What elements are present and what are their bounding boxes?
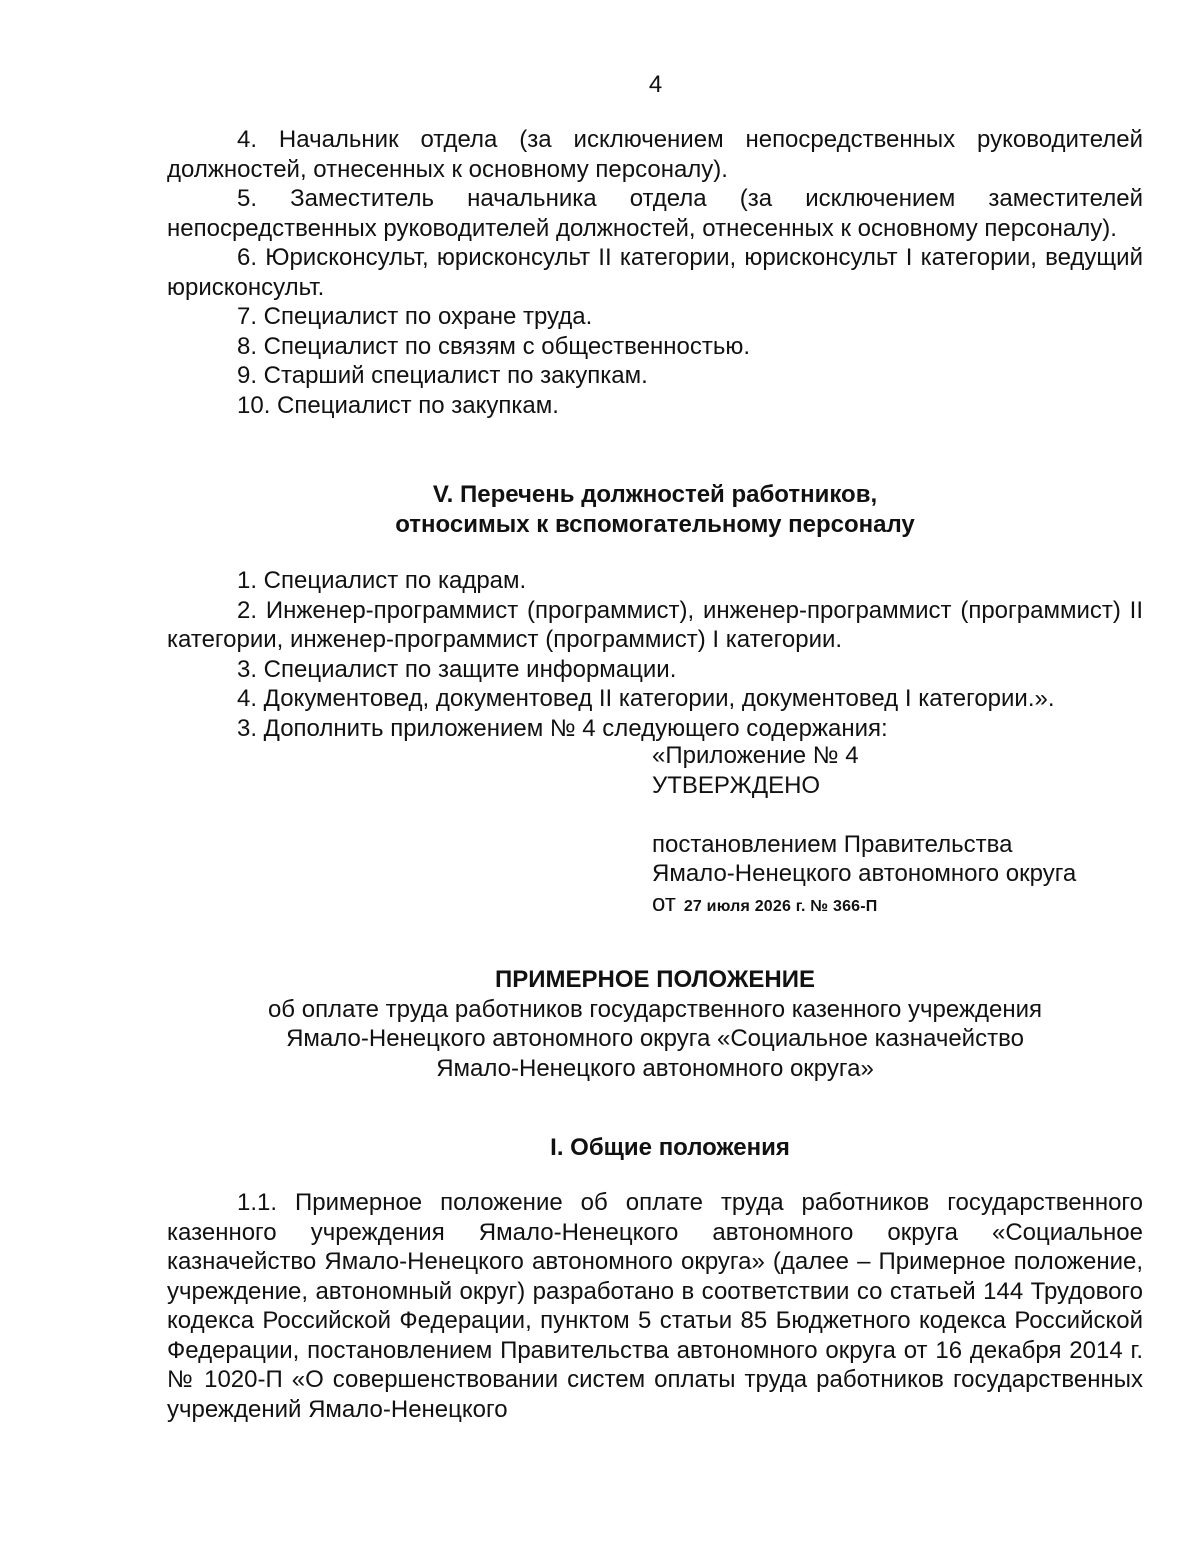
section-title: I. Общие положения xyxy=(550,1134,790,1161)
section1-heading xyxy=(167,1133,1143,1163)
list-item: 4. Начальник отдела (за исключением непосредственных руководителей должностей, отнесенных к основному персоналу). xyxy=(167,126,1143,183)
section5-list xyxy=(167,566,1143,743)
section5-heading xyxy=(167,480,1143,539)
list-item: 9. Старший специалист по закупкам. xyxy=(237,362,648,389)
list-item: 1. Специалист по кадрам. xyxy=(237,567,527,594)
page-number: 4 xyxy=(648,71,663,98)
decree-line: Ямало-Ненецкого автономного округа xyxy=(652,860,1077,887)
list-item: 3. Специалист по защите информации. xyxy=(237,655,677,683)
document-subtitle: Ямало-Ненецкого автономного округа» xyxy=(436,1054,874,1082)
appendix-label: «Приложение № 4 xyxy=(652,742,859,769)
decree-date-line xyxy=(652,889,1172,922)
list-item: 4. Документовед, документовед II категории, документовед I категории.». xyxy=(237,685,1055,712)
approval-block xyxy=(652,741,1172,921)
section-title: относимых к вспомогательному персоналу xyxy=(395,510,915,538)
section4-continued-list xyxy=(167,125,1143,420)
list-item: 10. Специалист по закупкам. xyxy=(237,391,559,419)
date-stamp: 27 июля 2026 г. № 366-П xyxy=(683,897,878,915)
decree-line: постановлением Правительства xyxy=(652,830,1013,858)
document-subtitle: Ямало-Ненецкого автономного округа «Социальное казначейство xyxy=(286,1025,1024,1052)
document-title: ПРИМЕРНОЕ ПОЛОЖЕНИЕ xyxy=(495,966,815,993)
list-item: 6. Юрисконсульт, юрисконсульт II категории, юрисконсульт I категории, ведущий юрисконсульт. xyxy=(167,244,1143,301)
section-title: V. Перечень должностей работников, xyxy=(432,481,878,508)
approved-label: УТВЕРЖДЕНО xyxy=(652,771,821,799)
amendment-text: 3. Дополнить приложением № 4 следующего содержания: xyxy=(237,714,888,742)
date-prefix: от xyxy=(652,889,676,917)
paragraph: 1.1. Примерное положение об оплате труда работников государственного казенного учреждения Ямало-Ненецкого автономного округа «Социальное казначейство Ямало-Ненецкого автономного округа» (далее – Примерное положение, учреждение, автономный округ) разработано в соответствии со статьей 144 Трудового кодекса Российской Федерации, пунктом 5 статьи 85 Бюджетного кодекса Российской Федерации, постановлением Правительства автономного округа от 16 декабря 2014 г. № 1020-П «О совершенствовании систем оплаты труда работников государственных учреждений Ямало-Ненецкого xyxy=(167,1189,1143,1423)
list-item: 2. Инженер-программист (программист), инженер-программист (программист) II категории, инженер-программист (программист) I категории. xyxy=(167,596,1143,653)
section1-body xyxy=(167,1188,1143,1424)
document-title-block xyxy=(167,965,1143,1083)
list-item: 8. Специалист по связям с общественностью. xyxy=(237,332,751,360)
list-item: 5. Заместитель начальника отдела (за исключением заместителей непосредственных руководителей должностей, отнесенных к основному персоналу). xyxy=(167,185,1143,242)
document-subtitle: об оплате труда работников государственного казенного учреждения xyxy=(267,995,1043,1023)
list-item: 7. Специалист по охране труда. xyxy=(237,303,593,330)
